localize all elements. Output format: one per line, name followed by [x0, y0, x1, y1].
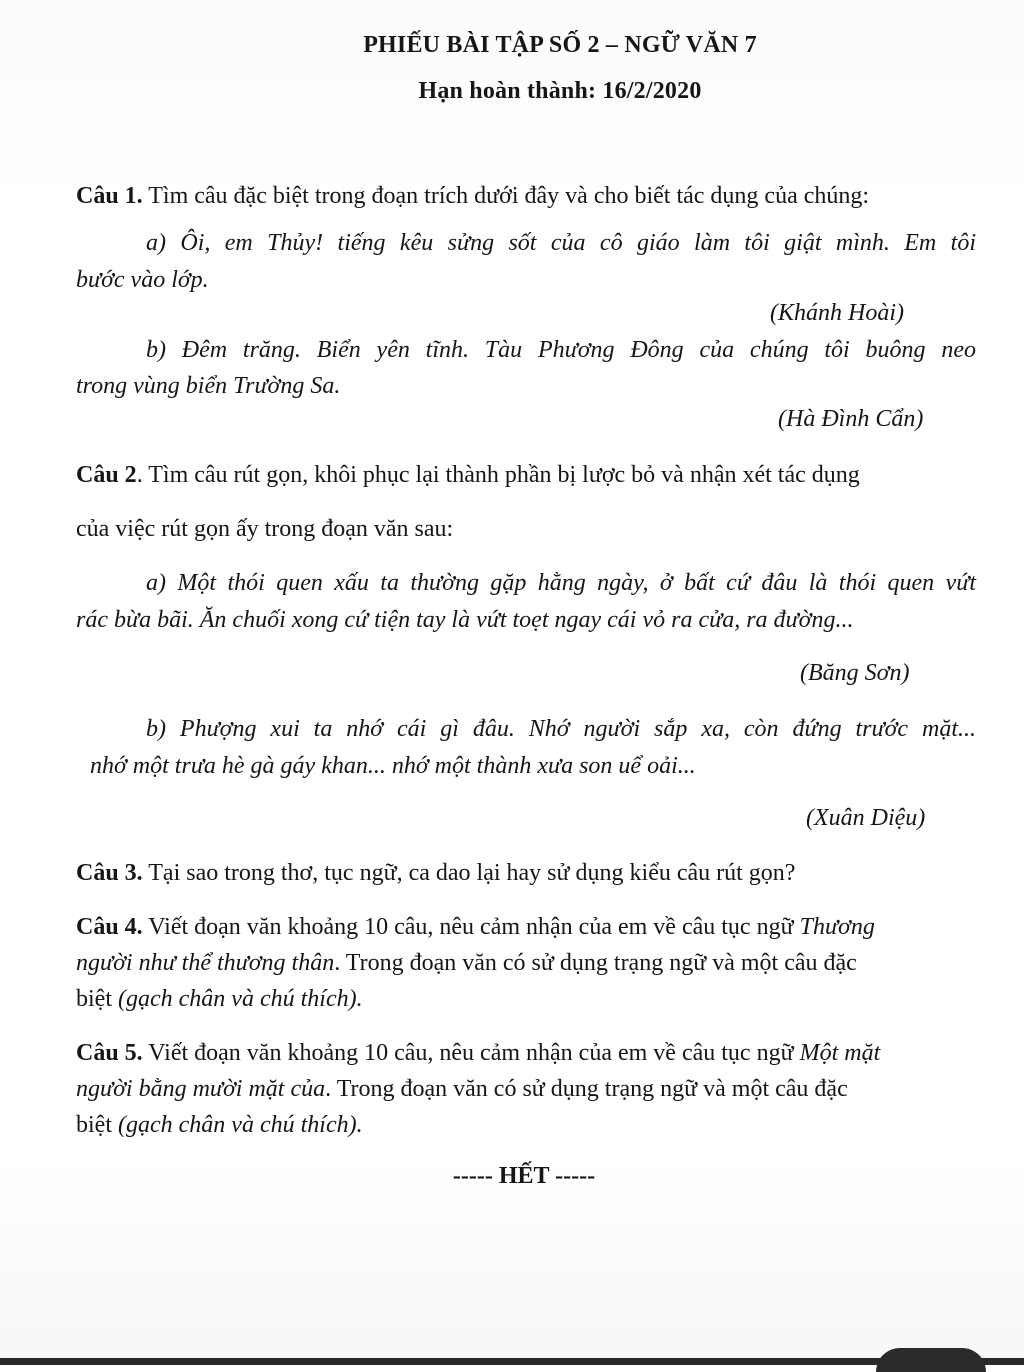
question-4-proverb-1: Thương [799, 914, 875, 940]
question-4-text-3: biệt [76, 986, 118, 1012]
question-2-prompt-line-1 [76, 460, 976, 490]
question-5-text-3: biệt [76, 1112, 118, 1138]
question-3-text: Tại sao trong thơ, tục ngữ, ca dao lại hay sử dụng kiểu câu rút gọn? [142, 860, 796, 886]
question-2-text: . Tìm câu rút gọn, khôi phục lại thành phần bị lược bỏ và nhận xét tác dụng [136, 462, 860, 488]
question-4-line-2 [76, 948, 976, 978]
question-5-text-1: Viết đoạn văn khoảng 10 câu, nêu cảm nhận của em về câu tục ngữ [142, 1040, 800, 1066]
question-4-label: Câu 4. [76, 914, 143, 940]
question-3-label: Câu 3. [76, 860, 143, 886]
question-5-line-1 [76, 1038, 976, 1068]
question-5-note: (gạch chân và chú thích). [118, 1112, 363, 1138]
question-1-a-line-1: a) Ôi, em Thủy! tiếng kêu sửng sốt của cô giáo làm tôi giật mình. Em tôi [146, 230, 976, 256]
question-1-prompt [76, 181, 976, 211]
end-mark: ----- HẾT ----- [452, 1163, 596, 1189]
question-4-text-1: Viết đoạn văn khoảng 10 câu, nêu cảm nhận của em về câu tục ngữ [142, 914, 800, 940]
question-1-b-line-2: trong vùng biển Trường Sa. [76, 373, 341, 399]
deadline: Hạn hoàn thành: 16/2/2020 [418, 78, 702, 104]
question-4-text-2: . Trong đoạn văn có sử dụng trạng ngữ và một câu đặc [334, 950, 857, 976]
question-4-line-3 [76, 984, 976, 1014]
question-4-proverb-2: người như thể thương thân [76, 950, 335, 976]
question-2-a-source: (Băng Sơn) [800, 660, 910, 686]
question-2-a-line-1: a) Một thói quen xấu ta thường gặp hằng ngày, ở bất cứ đâu là thói quen vứt [146, 570, 976, 596]
question-5-proverb-2: người bằng mười mặt của [76, 1076, 326, 1102]
bottom-border [0, 1358, 1024, 1365]
question-3-prompt [76, 858, 976, 888]
question-2-b-line-1: b) Phượng xui ta nhớ cái gì đâu. Nhớ người sắp xa, còn đứng trước mặt... [146, 716, 976, 742]
question-1-b-line-1: b) Đêm trăng. Biển yên tĩnh. Tàu Phương Đông của chúng tôi buông neo [146, 337, 976, 363]
question-4-note: (gạch chân và chú thích). [118, 986, 363, 1012]
question-2-label: Câu 2 [76, 462, 137, 488]
question-1-text: Tìm câu đặc biệt trong đoạn trích dưới đây và cho biết tác dụng của chúng: [142, 183, 870, 209]
question-2-prompt-line-2: của việc rút gọn ấy trong đoạn văn sau: [76, 516, 454, 542]
question-2-b-source: (Xuân Diệu) [806, 805, 926, 831]
question-5-proverb-1: Một mặt [799, 1040, 881, 1066]
worksheet-title: PHIẾU BÀI TẬP SỐ 2 – NGỮ VĂN 7 [363, 32, 757, 58]
question-5-line-2 [76, 1074, 976, 1104]
question-2-b-line-2: nhớ một trưa hè gà gáy khan... nhớ một thành xưa son uể oải... [90, 753, 696, 779]
question-5-text-2: . Trong đoạn văn có sử dụng trạng ngữ và một câu đặc [325, 1076, 848, 1102]
question-2-a-line-2: rác bừa bãi. Ăn chuối xong cứ tiện tay là vứt toẹt ngay cái vỏ ra cửa, ra đường... [76, 607, 854, 633]
question-1-a-source: (Khánh Hoài) [770, 300, 904, 326]
question-4-line-1 [76, 912, 976, 942]
question-1-b-source: (Hà Đình Cẩn) [778, 406, 924, 432]
question-1-label: Câu 1. [76, 183, 143, 209]
question-5-line-3 [76, 1110, 976, 1140]
question-1-a-line-2: bước vào lớp. [76, 267, 209, 293]
question-5-label: Câu 5. [76, 1040, 143, 1066]
